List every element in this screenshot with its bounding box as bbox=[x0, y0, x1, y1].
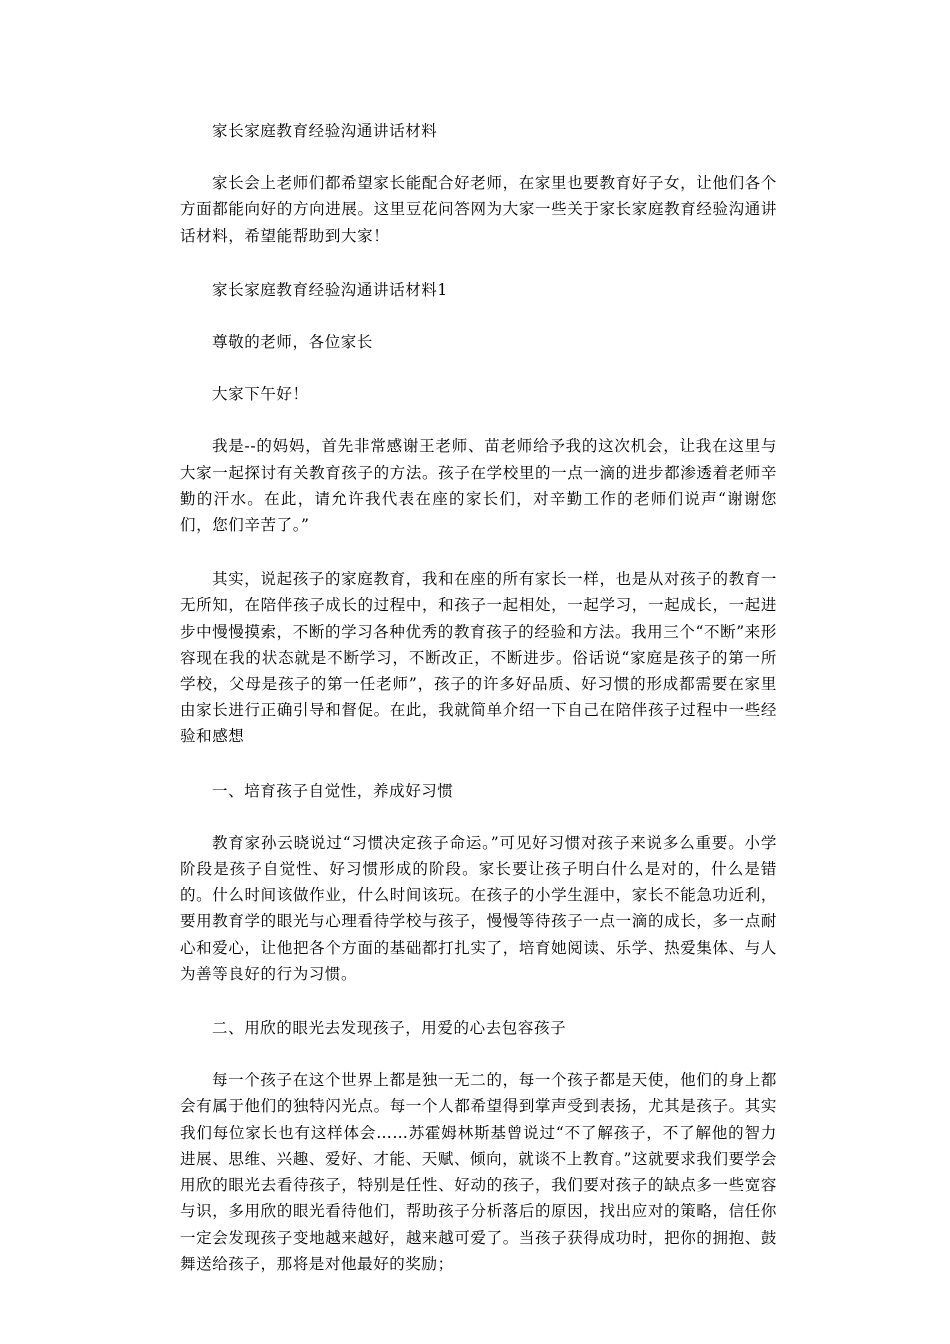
speech-title: 家长家庭教育经验沟通讲话材料1 bbox=[212, 280, 448, 299]
body-paragraph: 教育家孙云晓说过“习惯决定孩子命运。”可见好习惯对孩子来说多么重要。小学阶段是孩子自觉性、好习惯形成的阶段。家长要让孩子明白什么是对的，什么是错的。什么时间该做作业，什么时间该玩。在孩子的小学生涯中，家长不能急功近利，要用教育学的眼光与心理看待学校与孩子，慢慢等待孩子一点一滴的成长，多一点耐心和爱心，让他把各个方面的基础都打扎实了，培育她阅读、乐学、热爱集体、与人为善等良好的行为习惯。 bbox=[180, 833, 777, 983]
body-paragraph: 其实，说起孩子的家庭教育，我和在座的所有家长一样，也是从对孩子的教育一无所知，在陪伴孩子成长的过程中，和孩子一起相处，一起学习，一起成长，一起进步中慢慢摸索，不断的学习各种优秀的教育孩子的经验和方法。我用三个“不断”来形容现在我的状态就是不断学习，不断改正，不断进步。俗话说“家庭是孩子的第一所学校，父母是孩子的第一任老师”，孩子的许多好品质、好习惯的形成都需要在家里由家长进行正确引导和督促。在此，我就简单介绍一下自己在陪伴孩子过程中一些经验和感想 bbox=[180, 570, 777, 746]
section-heading: 一、培育孩子自觉性，养成好习惯 bbox=[212, 781, 454, 800]
intro-paragraph: 家长会上老师们都希望家长能配合好老师，在家里也要教育好子女，让他们各个方面都能向好的方向进展。这里豆花问答网为大家一些关于家长家庭教育经验沟通讲话材料，希望能帮助到大家！ bbox=[180, 174, 777, 245]
greeting: 大家下午好！ bbox=[212, 385, 309, 404]
section-heading: 二、用欣的眼光去发现孩子，用爱的心去包容孩子 bbox=[212, 1019, 567, 1038]
salutation: 尊敬的老师，各位家长 bbox=[212, 333, 374, 352]
document-title: 家长家庭教育经验沟通讲话材料 bbox=[212, 122, 438, 140]
document-page bbox=[180, 118, 777, 1305]
body-paragraph: 我是--的妈妈，首先非常感谢王老师、苗老师给予我的这次机会，让我在这里与大家一起探讨有关教育孩子的方法。孩子在学校里的一点一滴的进步都渗透着老师辛勤的汗水。在此，请允许我代表在座的家长们，对辛勤工作的老师们说声“谢谢您们，您们辛苦了。” bbox=[180, 437, 777, 535]
body-paragraph: 每一个孩子在这个世界上都是独一无二的，每一个孩子都是天使，他们的身上都会有属于他们的独特闪光点。每一个人都希望得到掌声受到表扬，尤其是孩子。其实我们每位家长也有这样体会……苏霍姆林斯基曾说过“不了解孩子，不了解他的智力进展、思维、兴趣、爱好、才能、天赋、倾向，就谈不上教育。”这就要求我们要学会用欣的眼光去看待孩子，特别是任性、好动的孩子，我们要对孩子的缺点多一些宽容与识，多用欣的眼光看待他们，帮助孩子分析落后的原因，找出应对的策略，信任你一定会发现孩子变地越来越好，越来越可爱了。当孩子获得成功时，把你的拥抱、鼓舞送给孩子，那将是对他最好的奖励； bbox=[180, 1071, 777, 1273]
